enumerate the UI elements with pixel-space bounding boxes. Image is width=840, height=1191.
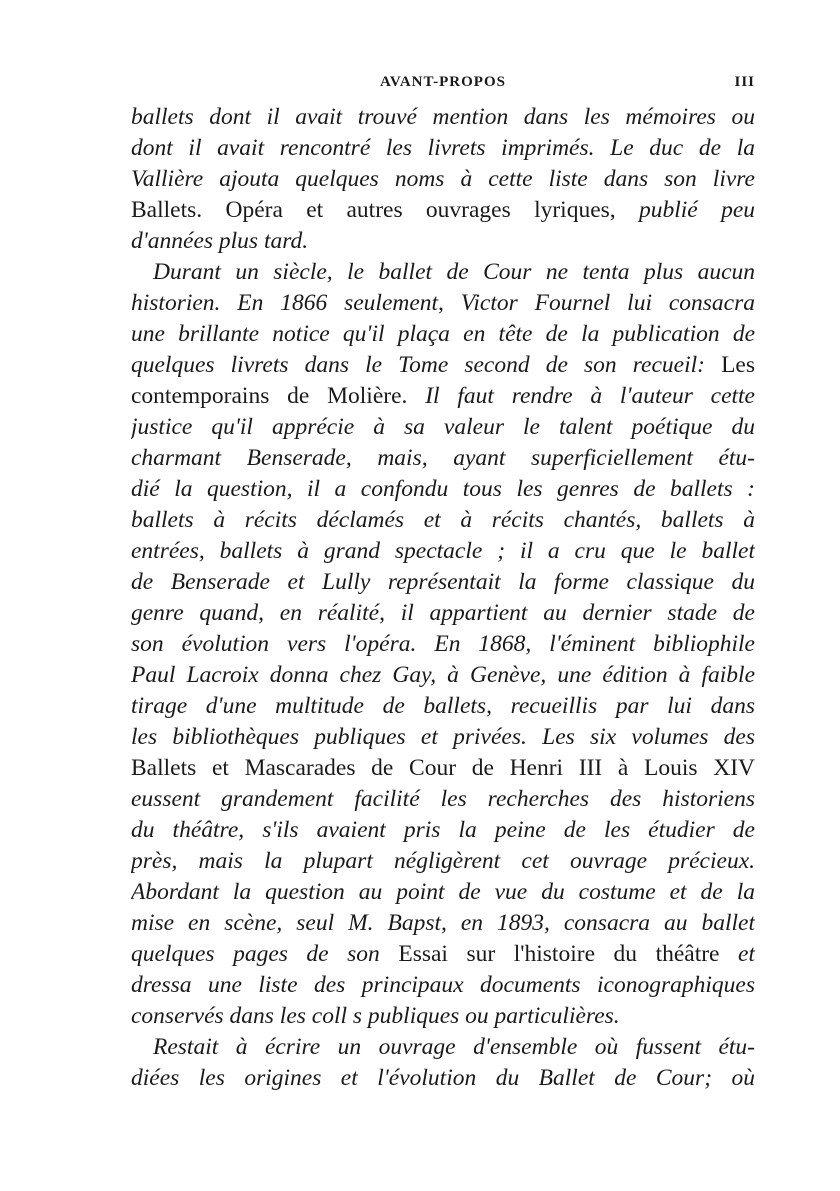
text-line (131, 753, 755, 784)
text-segment: Ballets. Opéra et autres ouvrages lyriques, (131, 197, 639, 223)
text-segment: publié peu (639, 197, 755, 223)
text-line (131, 846, 755, 877)
text-segment: Paul Lacroix donna chez Gay, à Genève, une édition à faible (131, 662, 755, 688)
text-line (131, 474, 755, 505)
text-line (131, 133, 755, 164)
text-line (131, 412, 755, 443)
text-segment: charmant Benserade, mais, ayant superficiellement étu- (131, 445, 755, 471)
text-segment: ballets dont il avait trouvé mention dans les mémoires ou (131, 104, 755, 130)
text-segment: les bibliothèques publiques et privées. Les six volumes des (131, 724, 755, 750)
text-segment: historien. En 1866 seulement, Victor Fournel lui consacra (131, 290, 755, 316)
text-segment: justice qu'il apprécie à sa valeur le talent poétique du (131, 414, 755, 440)
text-segment: tirage d'une multitude de ballets, recueillis par lui dans (131, 693, 755, 719)
text-line (131, 195, 755, 226)
text-line (131, 1063, 755, 1094)
text-segment: genre quand, en réalité, il appartient au dernier stade de (131, 600, 755, 626)
text-segment: eussent grandement facilité les recherches des historiens (131, 786, 755, 812)
text-line (131, 319, 755, 350)
page-number: III (734, 74, 755, 90)
text-line (131, 939, 755, 970)
text-segment: Essai sur l'histoire du théâtre (398, 941, 739, 967)
body-text (131, 102, 755, 1094)
text-line (131, 598, 755, 629)
text-segment: dié la question, il a confondu tous les genres de ballets : (131, 476, 755, 502)
text-line (131, 257, 755, 288)
text-segment: et (738, 941, 755, 967)
text-line (131, 102, 755, 133)
text-line (131, 505, 755, 536)
text-segment: Ballets et Mascarades de Cour de Henri III à Louis XIV (131, 755, 755, 781)
text-line (131, 970, 755, 1001)
text-segment: entrées, ballets à grand spectacle ; il a cru que le ballet (131, 538, 755, 564)
text-line (131, 443, 755, 474)
text-segment: près, mais la plupart négligèrent cet ouvrage précieux. (131, 848, 755, 874)
text-segment: Vallière ajouta quelques noms à cette liste dans son livre (131, 166, 755, 192)
text-segment: conservés dans les coll s publiques ou particulières. (131, 1003, 620, 1029)
running-head (131, 74, 755, 94)
text-line (131, 1001, 755, 1032)
text-segment: quelques pages de son (131, 941, 399, 967)
text-line (131, 288, 755, 319)
text-segment: Abordant la question au point de vue du costume et de la (131, 879, 755, 905)
text-segment: son évolution vers l'opéra. En 1868, l'éminent bibliophile (131, 631, 755, 657)
text-line (131, 381, 755, 412)
text-line (131, 815, 755, 846)
running-title: AVANT-PROPOS (380, 74, 506, 90)
text-line (131, 660, 755, 691)
text-segment: de Benserade et Lully représentait la forme classique du (131, 569, 755, 595)
text-segment: dressa une liste des principaux documents iconographiques (131, 972, 755, 998)
text-line (131, 226, 755, 257)
text-segment: Il faut rendre à l'auteur cette (425, 383, 755, 409)
text-line (131, 164, 755, 195)
text-segment: Les (721, 352, 755, 378)
text-line (131, 908, 755, 939)
text-line (131, 784, 755, 815)
text-segment: ballets à récits déclamés et à récits chantés, ballets à (131, 507, 755, 533)
text-segment: dont il avait rencontré les livrets imprimés. Le duc de la (131, 135, 755, 161)
text-segment: du théâtre, s'ils avaient pris la peine de les étudier de (131, 817, 755, 843)
text-segment: d'années plus tard. (131, 228, 309, 254)
text-line (131, 691, 755, 722)
text-line (131, 536, 755, 567)
text-line (131, 722, 755, 753)
text-line (131, 567, 755, 598)
text-line (131, 629, 755, 660)
text-line (131, 877, 755, 908)
text-segment: contemporains de Molière. (131, 383, 426, 409)
text-line (131, 1032, 755, 1063)
text-segment: une brillante notice qu'il plaça en tête de la publication de (131, 321, 755, 347)
text-line (131, 350, 755, 381)
text-segment: Restait à écrire un ouvrage d'ensemble où fussent étu- (153, 1034, 755, 1060)
text-segment: diées les origines et l'évolution du Ballet de Cour; où (131, 1065, 755, 1091)
text-segment: Durant un siècle, le ballet de Cour ne tenta plus aucun (153, 259, 755, 285)
text-segment: mise en scène, seul M. Bapst, en 1893, consacra au ballet (131, 910, 755, 936)
text-segment: quelques livrets dans le Tome second de son recueil: (131, 352, 722, 378)
